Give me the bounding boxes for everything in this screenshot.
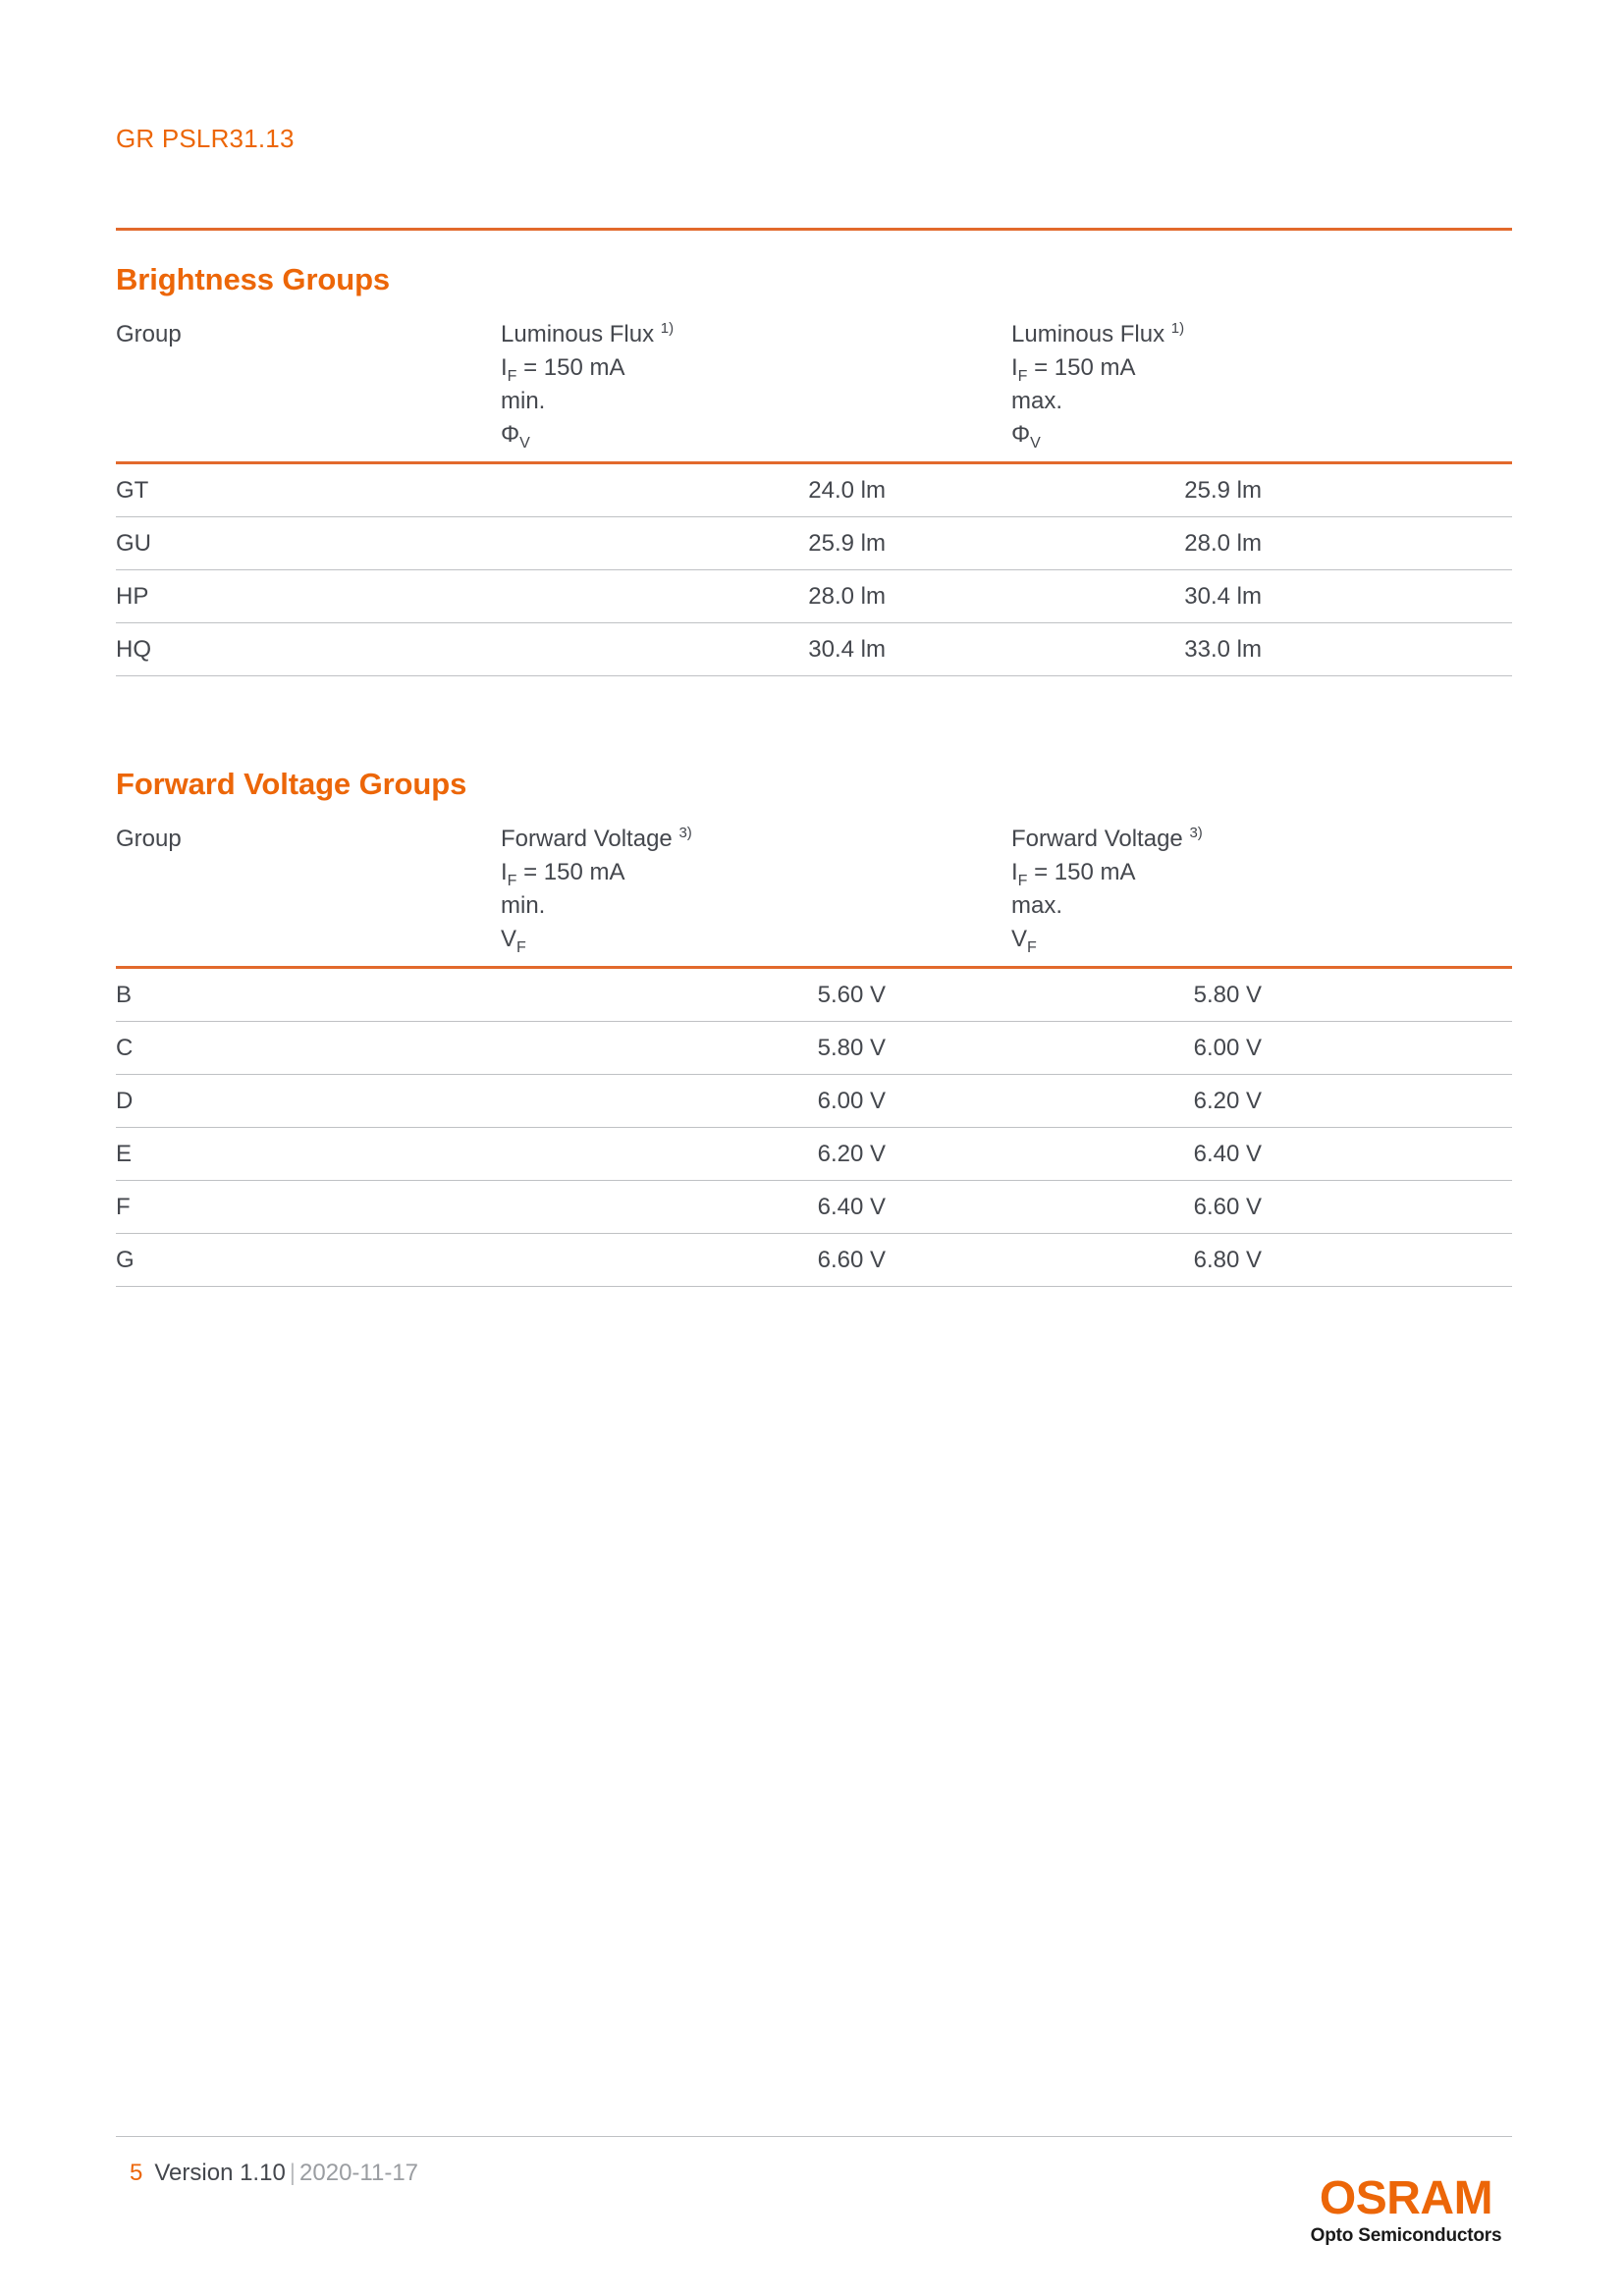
brightness-col-max-current-subscript: F	[1017, 367, 1028, 385]
voltage-row-min: 6.20 V	[481, 1128, 992, 1181]
voltage-col-min-current-subscript: F	[507, 872, 517, 889]
brightness-col-min	[481, 318, 992, 463]
page-number: 5	[130, 2160, 143, 2186]
voltage-col-group-label: Group	[116, 826, 182, 853]
voltage-col-max-current-subscript: F	[1017, 872, 1028, 889]
brightness-row-min: 30.4 lm	[481, 623, 992, 676]
brightness-col-min-symbol: Φ	[501, 421, 520, 449]
brightness-col-min-condition-line	[501, 351, 992, 385]
osram-logo	[1288, 2172, 1524, 2246]
table-row	[116, 968, 1512, 1022]
brightness-row-group: HQ	[116, 623, 481, 676]
voltage-row-group: D	[116, 1075, 481, 1128]
osram-wordmark: OSRAM	[1319, 2172, 1493, 2224]
table-row	[116, 1234, 1512, 1287]
voltage-col-max-footnote: 3)	[1189, 825, 1203, 842]
voltage-row-group: C	[116, 1022, 481, 1075]
brightness-row-max: 33.0 lm	[992, 623, 1512, 676]
voltage-table-body	[116, 968, 1512, 1287]
voltage-row-max: 6.80 V	[992, 1234, 1512, 1287]
brightness-col-max-current-symbol: I	[1011, 354, 1018, 382]
table-row	[116, 1075, 1512, 1128]
voltage-row-min: 6.40 V	[481, 1181, 992, 1234]
voltage-col-max-condition-line	[1011, 856, 1512, 889]
brightness-col-min-footnote: 1)	[660, 320, 675, 338]
table-row	[116, 1022, 1512, 1075]
voltage-row-min: 5.80 V	[481, 1022, 992, 1075]
voltage-section-title: Forward Voltage Groups	[116, 767, 467, 801]
brightness-row-max: 30.4 lm	[992, 570, 1512, 623]
table-row	[116, 517, 1512, 570]
document-version: Version 1.10	[154, 2160, 286, 2186]
voltage-col-max-symbol-subscript: F	[1027, 939, 1037, 957]
brightness-row-min: 24.0 lm	[481, 463, 992, 517]
brightness-col-max-symbol: Φ	[1011, 421, 1031, 449]
document-date: 2020-11-17	[299, 2160, 419, 2186]
voltage-row-max: 6.40 V	[992, 1128, 1512, 1181]
brightness-col-max-limit: max.	[1011, 388, 1063, 415]
voltage-col-max	[992, 823, 1512, 968]
brightness-col-min-name-line	[501, 318, 992, 351]
voltage-row-min: 6.00 V	[481, 1075, 992, 1128]
table-row	[116, 1181, 1512, 1234]
brightness-groups-table	[116, 318, 1512, 676]
brightness-row-group: GT	[116, 463, 481, 517]
voltage-row-group: F	[116, 1181, 481, 1234]
forward-voltage-groups-section	[116, 768, 1512, 1287]
brightness-col-max-symbol-line	[1011, 418, 1512, 452]
voltage-col-min-condition-line	[501, 856, 992, 889]
footer-separator: |	[289, 2160, 297, 2186]
voltage-col-min-symbol: V	[501, 926, 517, 953]
voltage-row-group: B	[116, 968, 481, 1022]
brightness-col-max-name: Luminous Flux	[1011, 321, 1165, 348]
forward-voltage-groups-table	[116, 823, 1512, 1287]
voltage-col-max-current-symbol: I	[1011, 859, 1018, 886]
voltage-row-max: 6.60 V	[992, 1181, 1512, 1234]
table-row	[116, 463, 1512, 517]
brightness-col-min-limit: min.	[501, 388, 546, 415]
voltage-col-max-limit: max.	[1011, 892, 1063, 920]
brightness-col-group-label: Group	[116, 321, 182, 348]
brightness-col-max-condition-line	[1011, 351, 1512, 385]
voltage-row-max: 6.00 V	[992, 1022, 1512, 1075]
brightness-row-min: 25.9 lm	[481, 517, 992, 570]
voltage-row-min: 5.60 V	[481, 968, 992, 1022]
footer-meta	[130, 2160, 418, 2187]
brightness-table-body	[116, 463, 1512, 676]
voltage-col-max-condition: = 150 mA	[1034, 859, 1136, 886]
brightness-row-min: 28.0 lm	[481, 570, 992, 623]
brightness-col-max-condition: = 150 mA	[1034, 354, 1136, 382]
brightness-col-max-symbol-subscript: V	[1030, 435, 1041, 453]
brightness-col-max-footnote: 1)	[1170, 320, 1185, 338]
osram-tagline: Opto Semiconductors	[1310, 2225, 1502, 2246]
voltage-col-min-limit: min.	[501, 892, 546, 920]
header-divider	[116, 228, 1512, 231]
brightness-row-max: 25.9 lm	[992, 463, 1512, 517]
brightness-col-group	[116, 318, 481, 463]
brightness-col-min-name: Luminous Flux	[501, 321, 655, 348]
brightness-section-title: Brightness Groups	[116, 262, 391, 296]
voltage-row-max: 5.80 V	[992, 968, 1512, 1022]
voltage-col-max-name-line	[1011, 823, 1512, 856]
brightness-row-group: GU	[116, 517, 481, 570]
brightness-col-max-name-line	[1011, 318, 1512, 351]
voltage-col-min-condition: = 150 mA	[523, 859, 625, 886]
running-header-product: GR PSLR31.13	[116, 124, 295, 153]
voltage-col-min	[481, 823, 992, 968]
voltage-col-min-footnote: 3)	[678, 825, 692, 842]
brightness-row-max: 28.0 lm	[992, 517, 1512, 570]
voltage-col-group	[116, 823, 481, 968]
voltage-col-min-current-symbol: I	[501, 859, 508, 886]
voltage-row-max: 6.20 V	[992, 1075, 1512, 1128]
brightness-col-min-symbol-line	[501, 418, 992, 452]
voltage-col-min-symbol-subscript: F	[516, 939, 526, 957]
table-row	[116, 570, 1512, 623]
brightness-col-min-current-symbol: I	[501, 354, 508, 382]
voltage-row-group: E	[116, 1128, 481, 1181]
table-row	[116, 1128, 1512, 1181]
brightness-col-min-current-subscript: F	[507, 367, 517, 385]
voltage-col-max-symbol: V	[1011, 926, 1028, 953]
footer-divider	[116, 2136, 1512, 2137]
voltage-row-min: 6.60 V	[481, 1234, 992, 1287]
voltage-col-min-symbol-line	[501, 923, 992, 956]
brightness-groups-section	[116, 263, 1512, 676]
voltage-col-max-name: Forward Voltage	[1011, 826, 1183, 853]
brightness-col-max	[992, 318, 1512, 463]
voltage-col-min-name-line	[501, 823, 992, 856]
brightness-col-min-condition: = 150 mA	[523, 354, 625, 382]
voltage-col-min-name: Forward Voltage	[501, 826, 673, 853]
table-row	[116, 623, 1512, 676]
voltage-row-group: G	[116, 1234, 481, 1287]
voltage-col-max-symbol-line	[1011, 923, 1512, 956]
brightness-col-min-symbol-subscript: V	[519, 435, 530, 453]
brightness-row-group: HP	[116, 570, 481, 623]
